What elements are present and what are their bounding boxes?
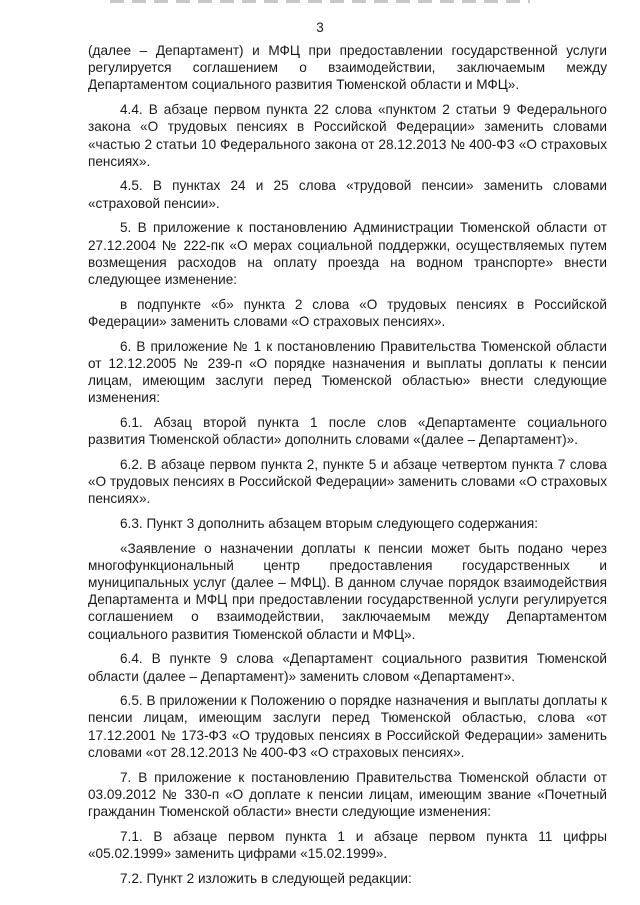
scan-edge-artifact <box>110 0 530 3</box>
paragraph-4-4: 4.4. В абзаце первом пункта 22 слова «пунктом 2 статьи 9 Федерального закона «О трудовых пенсиях в Российской Федерации» заменить словами «частью 2 статьи 10 Федерального закона от 28.12.2013 № 400-ФЗ «О страховых пенсиях». <box>88 102 607 169</box>
paragraph-continuation: (далее – Департамент) и МФЦ при предоставлении государственной услуги регулируется соглашением о взаимодействии, заключаемым между Департаментом социального развития Тюменской области и МФЦ». <box>88 43 607 93</box>
document-body <box>88 42 607 894</box>
paragraph-4-5: 4.5. В пунктах 24 и 25 слова «трудовой пенсии» заменить словами «страховой пенсии». <box>88 178 607 211</box>
paragraph-6-2: 6.2. В абзаце первом пункта 2, пункте 5 и абзаце четвертом пункта 7 слова «О трудовых пенсиях в Российской Федерации» заменить словами «О страховых пенсиях». <box>88 456 607 507</box>
paragraph-6: 6. В приложение № 1 к постановлению Правительства Тюменской области от 12.12.2005 № 239-п «О порядке назначения и выплаты доплаты к пенсии лицам, имеющим заслуги перед Тюменской областью» внести следующие изменения: <box>88 338 607 406</box>
paragraph-5-subitem: в подпункте «б» пункта 2 слова «О трудовых пенсиях в Российской Федерации» заменить словами «О страховых пенсиях». <box>88 296 607 329</box>
paragraph-7: 7. В приложение к постановлению Правительства Тюменской области от 03.09.2012 № 330-п «О доплате к пенсии лицам, имеющим звание «Почетный гражданин Тюменской области» внести следующие изменения: <box>88 769 607 819</box>
page-number: 3 <box>316 20 324 35</box>
paragraph-6-4: 6.4. В пункте 9 слова «Департамент социального развития Тюменской области (далее – Департамент)» заменить словом «Департамент». <box>88 651 607 684</box>
paragraph-6-3: 6.3. Пункт 3 дополнить абзацем вторым следующего содержания: <box>120 515 539 531</box>
paragraph-6-1: 6.1. Абзац второй пункта 1 после слов «Департаменте социального развития Тюменской области» дополнить словами «(далее – Департамент)». <box>88 414 607 448</box>
paragraph-5: 5. В приложение к постановлению Администрации Тюменской области от 27.12.2004 № 222-пк «О мерах социальной поддержки, осуществляемых путем возмещения расходов на оплату проезда на водном транспорте» внести следующее изменение: <box>88 220 607 287</box>
paragraph-7-2: 7.2. Пункт 2 изложить в следующей редакции: <box>120 870 412 886</box>
paragraph-6-5: 6.5. В приложении к Положению о порядке назначения и выплаты доплаты к пенсии лицам, имеющим заслуги перед Тюменской областью, слова «от 17.12.2001 № 173-ФЗ «О трудовых пенсиях в Российской Федерации» заменить словами «от 28.12.2013 № 400-ФЗ «О страховых пенсиях». <box>88 693 607 760</box>
paragraph-7-1: 7.1. В абзаце первом пункта 1 и абзаце первом пункта 11 цифры «05.02.1999» заменить цифрами «15.02.1999». <box>88 828 607 861</box>
paragraph-6-3-quote: «Заявление о назначении доплаты к пенсии может быть подано через многофункциональный центр предоставления государственных и муниципальных услуг (далее – МФЦ). В данном случае порядок взаимодействия Департамента и МФЦ при предоставлении государственной услуги регулируется соглашением о взаимодействии, заключаемым между Департаментом социального развития Тюменской области и МФЦ». <box>88 540 607 642</box>
